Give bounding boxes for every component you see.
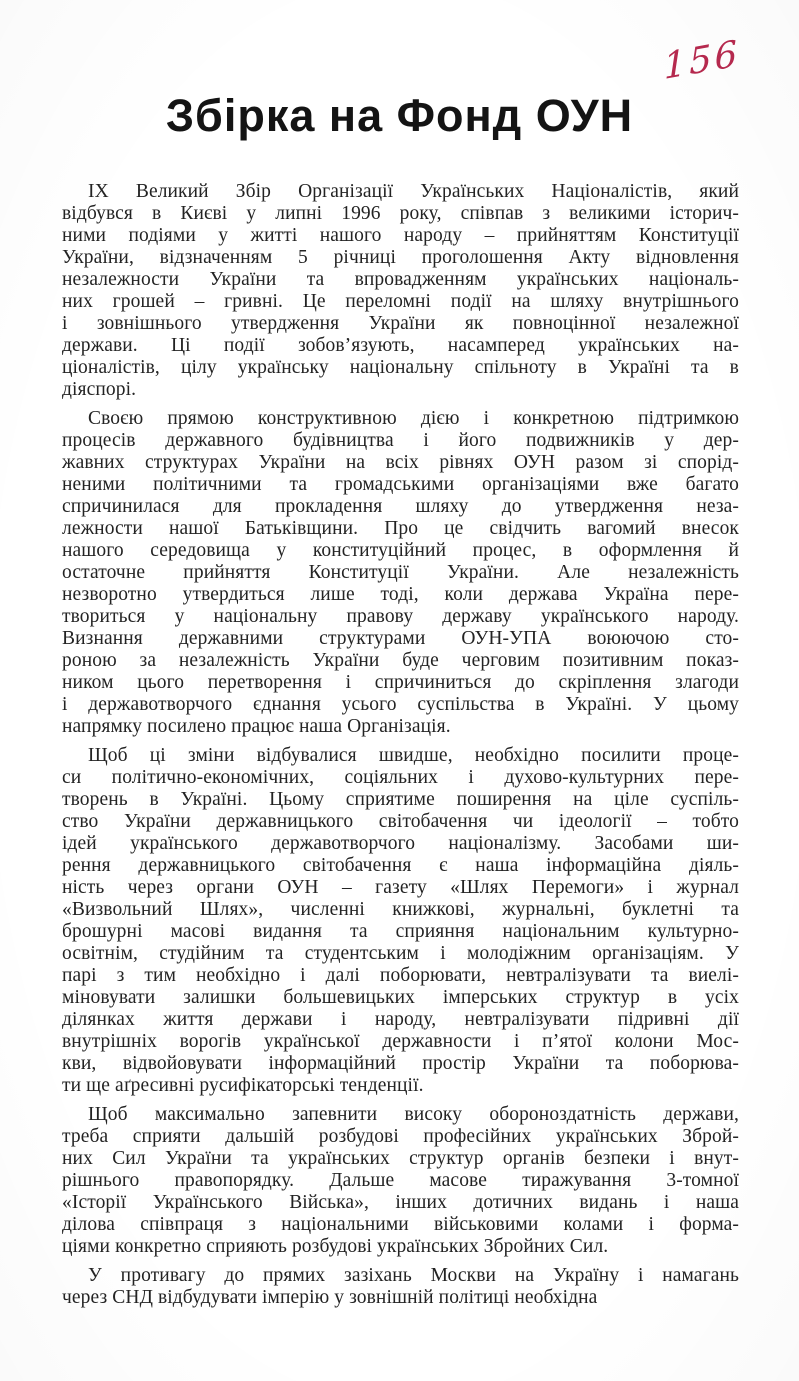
text-line: діяспорі. <box>62 379 137 400</box>
text-line: процесів державного будівництва і його подвижників у дер- <box>62 430 739 451</box>
text-line: ділова співпраця з національними військовими колами і форма- <box>62 1214 739 1235</box>
text-line: них Сил України та українських структур органів безпеки і внут- <box>62 1148 739 1169</box>
text-line: міновувати залишки большевицьких імперських структур в усіх <box>62 987 739 1008</box>
text-line: і зовнішнього утвердження України як повноцінної незалежної <box>62 313 739 334</box>
paragraph <box>62 408 739 738</box>
paragraph <box>62 1265 739 1309</box>
text-line: «Історії Українського Війська», інших дотичних видань і наша <box>62 1192 739 1213</box>
text-line: брошурні масові видання та сприяння національним культурно- <box>62 921 739 942</box>
text-line: треба сприяти дальшій розбудові професійних українських Зброй- <box>62 1126 739 1147</box>
text-line: Щоб ці зміни відбувалися швидше, необхідно посилити проце- <box>88 745 739 766</box>
text-line: неними політичними та громадськими організаціями вже багато <box>62 474 739 495</box>
text-line: рення державницького світобачення є наша інформаційна діяль- <box>62 855 739 876</box>
text-line: освітнім, студійним та студентським і молодіжним організаціям. У <box>62 943 739 964</box>
text-line: ідей українського державотворчого націоналізму. Засобами ши- <box>62 833 739 854</box>
text-line: ність через органи ОУН – газету «Шлях Перемоги» і журнал <box>62 877 739 898</box>
paragraph <box>62 1104 739 1258</box>
text-line: IX Великий Збір Організації Українських Націоналістів, який <box>88 181 739 202</box>
text-line: України, відзначенням 5 річниці проголошення Акту відновлення <box>62 247 739 268</box>
text-line: роною за незалежність України буде черговим позитивним показ- <box>62 650 739 671</box>
text-line: відбувся в Києві у липні 1996 року, співпав з великими історич- <box>62 203 739 224</box>
text-line: ділянках життя держави і народу, невтралізувати підривні дії <box>62 1009 739 1030</box>
text-line: незворотно утвердиться лише тоді, коли держава Україна пере- <box>62 584 739 605</box>
text-line: остаточне прийняття Конституції України. Але незалежність <box>62 562 739 583</box>
text-line: нашого середовища у конституційний процес, в оформлення й <box>62 540 739 561</box>
text-line: «Визвольний Шлях», численні книжкові, журнальні, буклетні та <box>62 899 739 920</box>
text-line: внутрішніх ворогів української державности і п’ятої колони Мос- <box>62 1031 739 1052</box>
text-line: через СНД відбудувати імперію у зовнішній політиці необхідна <box>62 1287 598 1308</box>
text-line: Своєю прямою конструктивною дією і конкретною підтримкою <box>88 408 739 429</box>
text-line: держави. Ці події зобов’язують, насамперед українських на- <box>62 335 739 356</box>
body-text <box>62 181 739 1316</box>
text-line: лежности нашої Батьківщини. Про це свідчить вагомий внесок <box>62 518 739 539</box>
text-line: Визнання державними структурами ОУН-УПА воюючою сто- <box>62 628 739 649</box>
document-title: Збірка на Фонд ОУН <box>165 90 634 141</box>
handwritten-page-number: 156 <box>663 33 742 88</box>
text-line: жавних структурах України на всіх рівнях ОУН разом зі спорід- <box>62 452 739 473</box>
text-line: них грошей – гривні. Це переломні події на шляху внутрішнього <box>62 291 739 312</box>
text-line: си політично-економічних, соціяльних і духово-культурних пере- <box>62 767 739 788</box>
text-line: ство України державницького світобачення чи ідеології – тобто <box>62 811 739 832</box>
text-line: і державотворчого єднання усього суспільства в Україні. У цьому <box>62 694 739 715</box>
text-line: ником цього перетворення і спричиниться до скріплення злагоди <box>62 672 739 693</box>
text-line: У противагу до прямих зазіхань Москви на Україну і намагань <box>88 1265 739 1286</box>
paragraph <box>62 745 739 1097</box>
text-line: ціоналістів, цілу українську національну спільноту в Україні та в <box>62 357 739 378</box>
text-line: парі з тим необхідно і далі поборювати, невтралізувати та виелі- <box>62 965 739 986</box>
text-line: ними подіями у житті нашого народу – прийняттям Конституції <box>62 225 739 246</box>
paragraph <box>62 181 739 401</box>
text-line: творень в Україні. Цьому сприятиме поширення на ціле суспіль- <box>62 789 739 810</box>
text-line: кви, відвойовувати інформаційний простір України та поборюва- <box>62 1053 739 1074</box>
text-line: рішнього правопорядку. Дальше масове тиражування 3-томної <box>62 1170 739 1191</box>
text-line: незалежности України та впровадженням українських національ- <box>62 269 739 290</box>
text-line: ти ще аґресивні русифікаторські тенденції. <box>62 1075 424 1096</box>
text-line: Щоб максимально запевнити високу обороноздатність держави, <box>88 1104 739 1125</box>
text-line: напрямку посилено працює наша Організація. <box>62 716 451 737</box>
text-line: твориться у національну правову державу українського народу. <box>62 606 739 627</box>
text-line: ціями конкретно сприяють розбудові українських Збройних Сил. <box>62 1236 609 1257</box>
text-line: спричинилася для прокладення шляху до утвердження неза- <box>62 496 739 517</box>
